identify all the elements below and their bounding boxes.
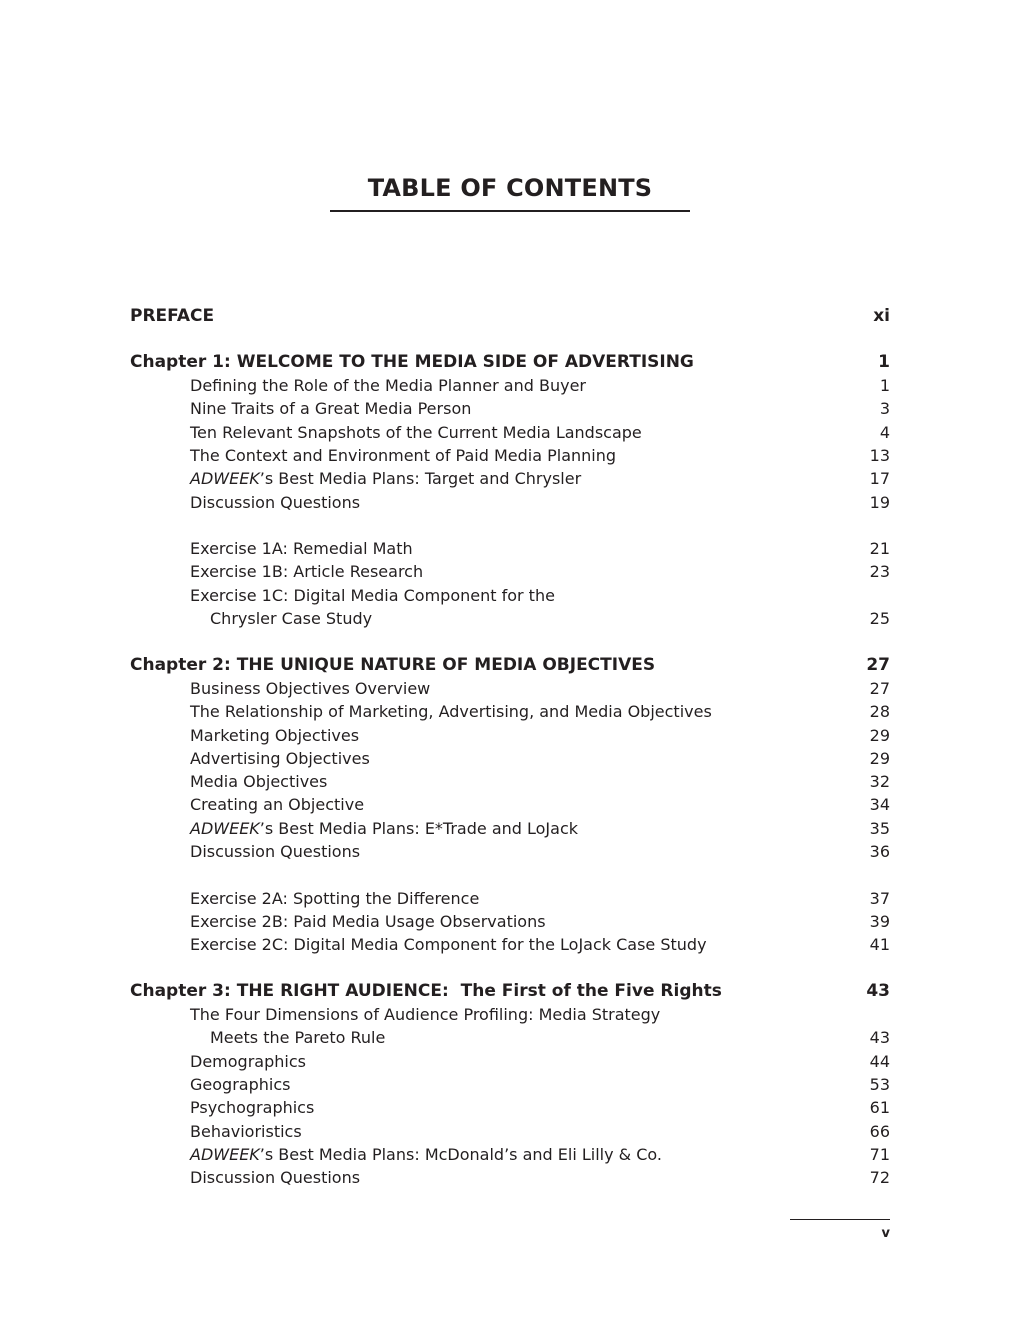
toc-entry[interactable] xyxy=(130,793,890,816)
toc-entry[interactable] xyxy=(130,1166,890,1189)
toc-exercise[interactable] xyxy=(130,910,890,933)
chapter-page: 27 xyxy=(866,654,890,675)
chapter-title: Chapter 2: THE UNIQUE NATURE OF MEDIA OBJECTIVES xyxy=(130,654,656,675)
toc-entry[interactable] xyxy=(130,817,890,840)
toc-entry[interactable] xyxy=(130,397,890,420)
exercise-label: Exercise 1B: Article Research xyxy=(190,562,424,582)
entry-label: Media Objectives xyxy=(190,772,328,792)
entry-page: 28 xyxy=(869,702,890,722)
entry-page: 72 xyxy=(869,1168,890,1188)
toc-entry[interactable] xyxy=(130,421,890,444)
adweek-italic: ADWEEK xyxy=(190,1144,260,1164)
entry-page: 29 xyxy=(869,725,890,745)
exercise-label: Exercise 2A: Spotting the Difference xyxy=(190,888,480,908)
entry-page: 35 xyxy=(869,818,890,838)
exercise-page: 21 xyxy=(869,539,890,559)
toc-exercise[interactable] xyxy=(130,560,890,583)
entry-label: Defining the Role of the Media Planner and Buyer xyxy=(190,376,586,396)
adweek-italic: ADWEEK xyxy=(190,469,260,489)
toc-entry[interactable] xyxy=(130,700,890,723)
toc-entry[interactable] xyxy=(130,840,890,863)
toc-entry[interactable] xyxy=(130,491,890,514)
chapter-heading-3[interactable] xyxy=(130,980,890,1003)
chapter-page: 1 xyxy=(878,351,890,372)
page-number: v xyxy=(881,1226,890,1241)
entry-label: Business Objectives Overview xyxy=(190,678,431,698)
chapter-title: Chapter 1: WELCOME TO THE MEDIA SIDE OF ADVERTISING xyxy=(130,351,694,372)
entry-page: 34 xyxy=(869,795,890,815)
entry-label-rest: ’s Best Media Plans: McDonald’s and Eli Lilly & Co. xyxy=(259,1144,662,1164)
exercise-page: 41 xyxy=(869,935,890,955)
entry-label: Creating an Objective xyxy=(190,795,365,815)
entry-label-rest: ’s Best Media Plans: Target and Chrysler xyxy=(259,469,582,489)
entry-page: 32 xyxy=(869,772,890,792)
entry-page: 4 xyxy=(879,422,890,442)
page-title: TABLE OF CONTENTS xyxy=(367,174,653,202)
toc-preface[interactable] xyxy=(130,305,890,328)
entry-page: 19 xyxy=(869,492,890,512)
exercise-page: 39 xyxy=(869,911,890,931)
toc-entry[interactable] xyxy=(130,374,890,397)
entry-page: 36 xyxy=(869,842,890,862)
title-underline xyxy=(330,210,690,212)
toc-entry[interactable] xyxy=(130,677,890,700)
exercise-label-cont: Chrysler Case Study xyxy=(210,609,373,629)
entry-page: 17 xyxy=(869,469,890,489)
entry-label: Geographics xyxy=(190,1075,291,1094)
entry-label xyxy=(190,467,581,490)
adweek-italic: ADWEEK xyxy=(190,818,260,838)
toc-entry[interactable] xyxy=(130,1096,890,1119)
entry-page: 1 xyxy=(879,376,890,396)
entry-page: 53 xyxy=(869,1075,890,1094)
entry-label: Nine Traits of a Great Media Person xyxy=(190,399,472,419)
chapter-heading-1[interactable] xyxy=(130,351,890,374)
toc-entry[interactable] xyxy=(130,1003,890,1026)
toc-entry[interactable] xyxy=(130,1143,890,1166)
entry-label: Demographics xyxy=(190,1051,306,1071)
toc-exercise[interactable] xyxy=(130,584,890,607)
chapter-page: 43 xyxy=(866,980,890,1001)
toc-exercise-continued[interactable] xyxy=(130,607,890,630)
entry-label: Ten Relevant Snapshots of the Current Media Landscape xyxy=(190,422,642,442)
toc-entry-continued[interactable] xyxy=(130,1026,890,1049)
footer-rule xyxy=(790,1219,890,1220)
toc-entry[interactable] xyxy=(130,444,890,467)
entry-label-rest: ’s Best Media Plans: E*Trade and LoJack xyxy=(259,818,579,838)
toc-entry[interactable] xyxy=(130,1073,890,1096)
toc-list xyxy=(130,305,890,1189)
toc-exercise[interactable] xyxy=(130,887,890,910)
chapter-title: Chapter 3: THE RIGHT AUDIENCE: The First of the Five Rights xyxy=(130,980,722,1001)
exercise-label: Exercise 1C: Digital Media Component for the xyxy=(190,585,555,605)
entry-label: Advertising Objectives xyxy=(190,748,370,768)
entry-label: Discussion Questions xyxy=(190,842,361,862)
exercise-label: Exercise 1A: Remedial Math xyxy=(190,539,413,559)
entry-label: Discussion Questions xyxy=(190,1168,361,1188)
toc-exercise[interactable] xyxy=(130,933,890,956)
entry-label: Marketing Objectives xyxy=(190,725,360,745)
exercise-label: Exercise 2C: Digital Media Component for the LoJack Case Study xyxy=(190,935,707,955)
entry-page: 44 xyxy=(869,1051,890,1071)
toc-entry[interactable] xyxy=(130,747,890,770)
entry-label-cont: Meets the Pareto Rule xyxy=(210,1028,386,1048)
entry-page: 43 xyxy=(869,1028,890,1048)
toc-entry[interactable] xyxy=(130,1120,890,1143)
entry-page: 3 xyxy=(879,399,890,419)
chapter-heading-2[interactable] xyxy=(130,654,890,677)
preface-label: PREFACE xyxy=(130,306,215,326)
toc-entry[interactable] xyxy=(130,770,890,793)
exercise-page: 23 xyxy=(869,562,890,582)
toc-exercise[interactable] xyxy=(130,537,890,560)
entry-label xyxy=(190,1143,662,1166)
entry-page: 66 xyxy=(869,1121,890,1141)
entry-label: The Four Dimensions of Audience Profiling: Media Strategy xyxy=(190,1005,661,1025)
entry-page: 13 xyxy=(869,445,890,465)
entry-label xyxy=(190,817,578,840)
toc-entry[interactable] xyxy=(130,724,890,747)
entry-page: 71 xyxy=(869,1144,890,1164)
entry-label: The Context and Environment of Paid Media Planning xyxy=(190,445,617,465)
entry-page: 27 xyxy=(869,678,890,698)
entry-label: Discussion Questions xyxy=(190,492,361,512)
entry-label: Behavioristics xyxy=(190,1121,302,1141)
preface-page: xi xyxy=(873,306,890,326)
entry-label: The Relationship of Marketing, Advertising, and Media Objectives xyxy=(190,702,712,722)
exercise-page: 25 xyxy=(869,609,890,629)
entry-label: Psychographics xyxy=(190,1098,315,1118)
toc-entry[interactable] xyxy=(130,1050,890,1073)
exercise-page: 37 xyxy=(869,888,890,908)
entry-page: 61 xyxy=(869,1098,890,1118)
toc-entry[interactable] xyxy=(130,467,890,490)
exercise-label: Exercise 2B: Paid Media Usage Observations xyxy=(190,911,546,931)
entry-page: 29 xyxy=(869,748,890,768)
